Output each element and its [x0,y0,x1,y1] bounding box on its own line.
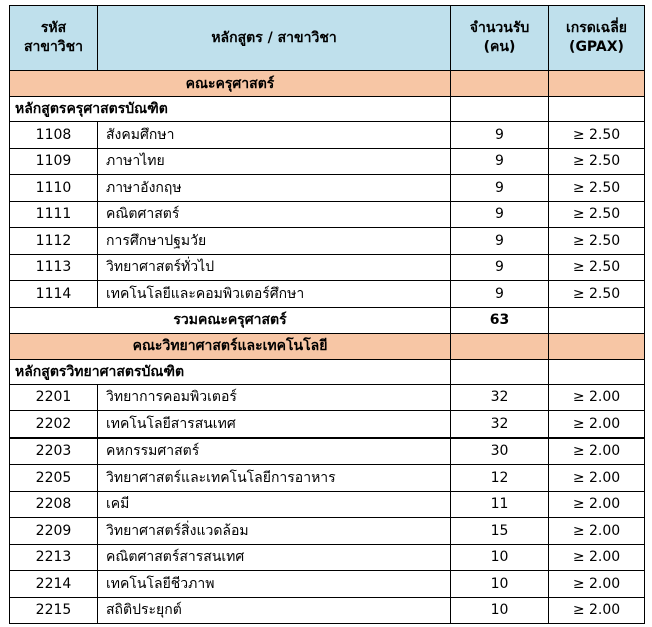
header-gpa: เกรดเฉลี่ย (GPAX) [549,6,645,71]
gpa-requirement: ≥ 2.50 [549,148,645,175]
seats-count: 9 [451,228,549,255]
seats-count: 9 [451,122,549,149]
major-code: 2202 [10,411,98,438]
faculty-row [10,71,645,97]
program-name: หลักสูตรวิทยาศาสตรบัณฑิต [10,359,451,384]
major-name: วิทยาศาสตร์ทั่วไป [98,254,451,281]
program-name: หลักสูตรครุศาสตรบัณฑิต [10,97,451,122]
major-name: สังคมศึกษา [98,122,451,149]
table-row [10,597,645,624]
admission-table [9,5,645,624]
gpa-requirement: ≥ 2.50 [549,175,645,202]
gpa-requirement: ≥ 2.50 [549,201,645,228]
major-name: เทคโนโลยีและคอมพิวเตอร์ศึกษา [98,281,451,308]
table-row [10,122,645,149]
program-row [10,359,645,384]
major-code: 1114 [10,281,98,308]
header-program: หลักสูตร / สาขาวิชา [98,6,451,71]
major-code: 2201 [10,384,98,411]
major-name: เทคโนโลยีสารสนเทศ [98,411,451,438]
gpa-requirement: ≥ 2.00 [549,518,645,545]
seats-count: 32 [451,384,549,411]
gpa-requirement: ≥ 2.00 [549,491,645,518]
table-row [10,201,645,228]
table-row [10,411,645,438]
seats-count: 9 [451,148,549,175]
program-row [10,97,645,122]
faculty-name: คณะวิทยาศาสตร์และเทคโนโลยี [10,333,451,359]
faculty-name: คณะครุศาสตร์ [10,71,451,97]
major-code: 1109 [10,148,98,175]
faculty-empty-cell [549,333,645,359]
gpa-requirement: ≥ 2.00 [549,544,645,571]
major-name: วิทยาศาสตร์สิ่งแวดล้อม [98,518,451,545]
header-code: รหัส สาขาวิชา [10,6,98,71]
total-seats: 63 [451,307,549,333]
major-name: คณิตศาสตร์ [98,201,451,228]
seats-count: 11 [451,491,549,518]
faculty-empty-cell [549,71,645,97]
table-row [10,491,645,518]
table-row [10,544,645,571]
seats-count: 10 [451,571,549,598]
table-row [10,384,645,411]
major-code: 2203 [10,438,98,465]
table-row [10,148,645,175]
major-code: 2208 [10,491,98,518]
seats-count: 9 [451,254,549,281]
faculty-row [10,333,645,359]
gpa-requirement: ≥ 2.00 [549,411,645,438]
program-empty-cell [451,359,549,384]
major-name: ภาษาไทย [98,148,451,175]
major-code: 2205 [10,465,98,492]
major-code: 1111 [10,201,98,228]
seats-count: 9 [451,281,549,308]
seats-count: 12 [451,465,549,492]
major-name: ภาษาอังกฤษ [98,175,451,202]
major-name: วิทยาการคอมพิวเตอร์ [98,384,451,411]
table-row [10,228,645,255]
table-row [10,518,645,545]
table-row [10,254,645,281]
major-name: คณิตศาสตร์สารสนเทศ [98,544,451,571]
faculty-empty-cell [451,71,549,97]
gpa-requirement: ≥ 2.00 [549,384,645,411]
major-name: สถิติประยุกต์ [98,597,451,624]
table-row [10,175,645,202]
gpa-requirement: ≥ 2.00 [549,597,645,624]
seats-count: 9 [451,201,549,228]
program-empty-cell [549,359,645,384]
gpa-requirement: ≥ 2.50 [549,254,645,281]
table-header [10,6,645,71]
gpa-requirement: ≥ 2.50 [549,281,645,308]
faculty-empty-cell [451,333,549,359]
table-row [10,281,645,308]
seats-count: 10 [451,544,549,571]
major-name: เทคโนโลยีชีวภาพ [98,571,451,598]
seats-count: 30 [451,438,549,465]
seats-count: 9 [451,175,549,202]
major-code: 2213 [10,544,98,571]
major-code: 2214 [10,571,98,598]
major-name: การศึกษาปฐมวัย [98,228,451,255]
program-empty-cell [451,97,549,122]
total-label: รวมคณะครุศาสตร์ [10,307,451,333]
seats-count: 10 [451,597,549,624]
gpa-requirement: ≥ 2.50 [549,122,645,149]
program-empty-cell [549,97,645,122]
major-code: 2209 [10,518,98,545]
table-row [10,571,645,598]
admission-table-container [9,5,644,624]
seats-count: 32 [451,411,549,438]
header-seats: จำนวนรับ (คน) [451,6,549,71]
major-code: 2215 [10,597,98,624]
seats-count: 15 [451,518,549,545]
major-code: 1113 [10,254,98,281]
gpa-requirement: ≥ 2.50 [549,228,645,255]
table-body [10,71,645,624]
major-code: 1112 [10,228,98,255]
gpa-requirement: ≥ 2.00 [549,571,645,598]
gpa-requirement: ≥ 2.00 [549,438,645,465]
major-name: เคมี [98,491,451,518]
gpa-requirement: ≥ 2.00 [549,465,645,492]
table-row [10,465,645,492]
major-name: วิทยาศาสตร์และเทคโนโลยีการอาหาร [98,465,451,492]
major-code: 1110 [10,175,98,202]
total-empty-cell [549,307,645,333]
table-row [10,438,645,465]
major-name: คหกรรมศาสตร์ [98,438,451,465]
total-row [10,307,645,333]
major-code: 1108 [10,122,98,149]
